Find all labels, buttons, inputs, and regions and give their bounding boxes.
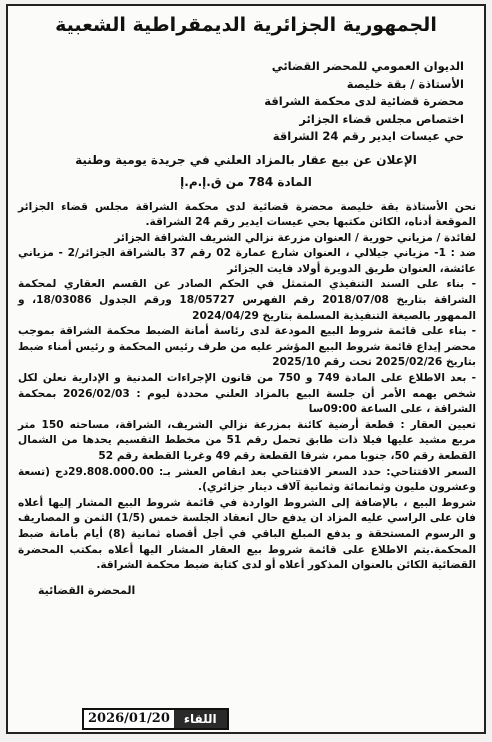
announcement-subtitle: المادة 784 من ق.إ.م.إ bbox=[180, 174, 312, 189]
publication-footer bbox=[82, 708, 229, 730]
signature-label: المحضرة القضائية bbox=[38, 583, 136, 597]
document-title: الجمهورية الجزائرية الديمقراطية الشعبية bbox=[55, 14, 437, 36]
office-line-4: اختصاص مجلس قضاء الجزائر bbox=[299, 111, 464, 126]
paragraph-opening-price: السعر الافتتاحي: حدد السعر الافتتاحي بعد انقاص العشر بـ: 29.808.000.00دج (تسعة وعشرون مليون وثمانمائة وثمانية آلاف دينار جزائري). bbox=[18, 465, 476, 494]
paragraph-sale-conditions-list: - بناء على قائمة شروط البيع المودعة لدى رئاسة أمانة الضبط محكمة الشراقة بموجب محضر إيداع قائمة شروط البيع المؤشر عليه من طرف رئيس المحكمة و رئيس أمناء ضبط بتاريخ 2025/02/26 تحت رقم 2025/10 bbox=[18, 325, 476, 369]
paragraph-against: ضد : 1- مزياني جيلالي ، العنوان شارع عمارة 02 رقم 37 بالشراقة الجزائر/2 - مزياني عائشة، العنوان طريق الدويرة أولاد فايت الجزائر bbox=[18, 247, 476, 275]
paragraph-beneficiary: لفائدة / مزياني حورية / العنوان مزرعة نزالي الشريف الشراقة الجزائر bbox=[114, 231, 476, 244]
paragraph-executive-title: - بناء على السند التنفيذي المتمثل في الحكم الصادر عن القسم العقاري لمحكمة الشراقة بتاريخ 2018/07/08 رقم الفهرس 18/05727 ورقم الجدول 18/03086، و الممهور بالصيغة التنفيذية المسلمة بتاريخ 2024/04/29 bbox=[18, 278, 476, 322]
notice-body bbox=[8, 200, 484, 574]
office-line-2: الأستاذة / بقة خليصة bbox=[346, 76, 464, 91]
paragraph-sale-terms: شروط البيع ، بالإضافة إلى الشروط الواردة في قائمة شروط البيع المشار إليها أعلاه فان على الراسي عليه المزاد ان يدفع حال انعقاد الجلسة خمس (1/5) الثمن و المصاريف و الرسوم المستحقة و يدفع المبلغ الباقي في أجل أقصاه ثمانية (8) أيام بأمانة ضبط المحكمة.يتم الاطلاع على قائمة شروط بيع العقار المشار اليها أعلاه بمكتب المحضرة القضائية الكائن بالعنوان المذكور أعلاه أو لدى كتابة ضبط محكمة الشراقة. bbox=[18, 496, 476, 572]
office-header bbox=[8, 58, 484, 146]
office-line-1: الديوان العمومي للمحضر القضائي bbox=[271, 59, 464, 73]
legal-notice-page bbox=[6, 4, 486, 734]
newspaper-name: اللقاء bbox=[174, 710, 227, 728]
office-line-5: حي عيسات ايدير رقم 24 الشراقة bbox=[272, 129, 464, 143]
paragraph-property-designation: تعيين العقار : قطعة أرضية كائنة بمزرعة نزالي الشريف، الشراقة، مساحته 150 متر مربع مشيد عليها فيلا ذات طابق تحمل رقم 51 من مخطط التقسيم يحدها من الشمال القطعة رقم 50، جنوبا ممر، شرقا القطعة رقم 49 وغربا القطعة رقم 52 bbox=[18, 418, 476, 462]
publication-date: 2026/01/20 bbox=[84, 710, 174, 728]
paragraph-intro: نحن الأستاذة بقة خليصة محضرة قضائية لدى محكمة الشراقة مجلس قضاء الجزائر الموقعة أدناه، الكائن مكتبها بحي عيسات ايدير رقم 24 الشراقة. bbox=[18, 200, 476, 229]
announcement-title: الإعلان عن بيع عقار بالمزاد العلني في جريدة يومية وطنية bbox=[75, 152, 417, 167]
office-line-3: محضرة قضائية لدى محكمة الشراقة bbox=[264, 94, 464, 108]
paragraph-hearing-date: - بعد الاطلاع على المادة 749 و 750 من قانون الإجراءات المدنية و الإدارية نعلن لكل شخص يهمه الأمر أن جلسة البيع بالمزاد العلني محددة ليوم : 2026/02/03 بمحكمة الشراقة ، على الساعة 09:00سا bbox=[18, 372, 477, 416]
